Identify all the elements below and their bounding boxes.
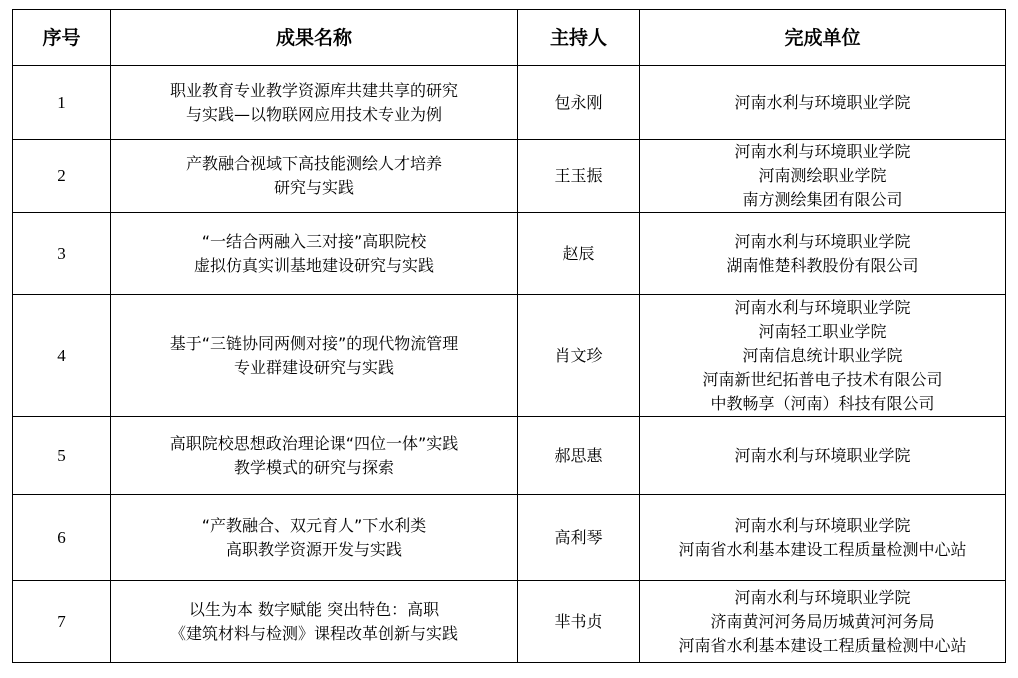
header-completing-unit: 完成单位	[640, 10, 1006, 66]
completing-unit-line: 河南水利与环境职业学院	[734, 92, 911, 112]
completing-unit-cell	[640, 213, 1006, 295]
serial-number-cell: 7	[13, 581, 111, 663]
completing-unit-line: 河南水利与环境职业学院	[734, 231, 911, 251]
achievement-name-line: 高职教学资源开发与实践	[225, 539, 402, 559]
achievements-table	[12, 9, 1006, 663]
completing-unit-cell	[640, 495, 1006, 581]
table-row	[13, 140, 1006, 213]
completing-unit-line: 济南黄河河务局历城黄河河务局	[710, 611, 935, 631]
achievement-name-line: 基于“三链协同两侧对接”的现代物流管理	[169, 333, 459, 353]
achievement-name-cell	[111, 66, 518, 140]
host-cell: 赵辰	[518, 213, 640, 295]
achievement-name-cell	[111, 417, 518, 495]
achievement-name-line: 职业教育专业教学资源库共建共享的研究	[169, 80, 458, 100]
achievement-name-cell	[111, 581, 518, 663]
completing-unit-line: 中教畅享（河南）科技有限公司	[710, 393, 935, 413]
completing-unit-line: 河南省水利基本建设工程质量检测中心站	[678, 539, 967, 559]
host-cell: 肖文珍	[518, 295, 640, 417]
completing-unit-line: 河南省水利基本建设工程质量检测中心站	[678, 635, 967, 655]
completing-unit-line: 湖南惟楚科教股份有限公司	[726, 255, 919, 275]
achievement-name-cell	[111, 495, 518, 581]
achievement-name-cell	[111, 140, 518, 213]
host-cell: 高利琴	[518, 495, 640, 581]
achievement-name-line: “产教融合、双元育人”下水利类	[201, 515, 427, 535]
completing-unit-line: 河南水利与环境职业学院	[734, 142, 911, 161]
table-row	[13, 581, 1006, 663]
header-host: 主持人	[518, 10, 640, 66]
completing-unit-line: 河南水利与环境职业学院	[734, 297, 911, 317]
completing-unit-line: 河南水利与环境职业学院	[734, 587, 911, 607]
header-row	[13, 10, 1006, 66]
table-row	[13, 213, 1006, 295]
header-serial-number: 序号	[13, 10, 111, 66]
completing-unit-line: 河南水利与环境职业学院	[734, 445, 911, 465]
achievement-name-line: “一结合两融入三对接”高职院校	[201, 231, 427, 251]
completing-unit-line: 南方测绘集团有限公司	[742, 190, 903, 209]
table-row	[13, 495, 1006, 581]
completing-unit-line: 河南轻工职业学院	[758, 321, 887, 341]
achievement-name-line: 高职院校思想政治理论课“四位一体”实践	[169, 433, 459, 453]
completing-unit-cell	[640, 581, 1006, 663]
table-row	[13, 66, 1006, 140]
serial-number-cell: 4	[13, 295, 111, 417]
serial-number-cell: 3	[13, 213, 111, 295]
achievement-name-line: 以生为本 数字赋能 突出特色：高职	[188, 599, 440, 619]
achievement-name-line: 《建筑材料与检测》课程改革创新与实践	[169, 623, 458, 643]
completing-unit-line: 河南新世纪拓普电子技术有限公司	[702, 369, 943, 389]
completing-unit-line: 河南测绘职业学院	[758, 166, 887, 185]
serial-number-cell: 2	[13, 140, 111, 213]
achievement-name-cell	[111, 213, 518, 295]
host-cell: 包永刚	[518, 66, 640, 140]
completing-unit-line: 河南水利与环境职业学院	[734, 515, 911, 535]
host-cell: 郝思惠	[518, 417, 640, 495]
table-row	[13, 295, 1006, 417]
achievement-name-cell	[111, 295, 518, 417]
header-achievement-name: 成果名称	[111, 10, 518, 66]
host-cell: 芈书贞	[518, 581, 640, 663]
serial-number-cell: 6	[13, 495, 111, 581]
completing-unit-cell	[640, 140, 1006, 213]
achievement-name-line: 虚拟仿真实训基地建设研究与实践	[193, 255, 434, 275]
serial-number-cell: 5	[13, 417, 111, 495]
completing-unit-cell	[640, 417, 1006, 495]
table-row	[13, 417, 1006, 495]
achievement-name-line: 产教融合视域下高技能测绘人才培养	[185, 154, 442, 173]
achievement-name-line: 与实践—以物联网应用技术专业为例	[185, 104, 442, 124]
achievement-name-line: 专业群建设研究与实践	[233, 357, 394, 377]
achievement-name-line: 教学模式的研究与探索	[233, 457, 394, 477]
serial-number-cell: 1	[13, 66, 111, 140]
host-cell: 王玉振	[518, 140, 640, 213]
completing-unit-cell	[640, 295, 1006, 417]
achievement-name-line: 研究与实践	[273, 178, 354, 197]
completing-unit-line: 河南信息统计职业学院	[742, 345, 903, 365]
completing-unit-cell	[640, 66, 1006, 140]
